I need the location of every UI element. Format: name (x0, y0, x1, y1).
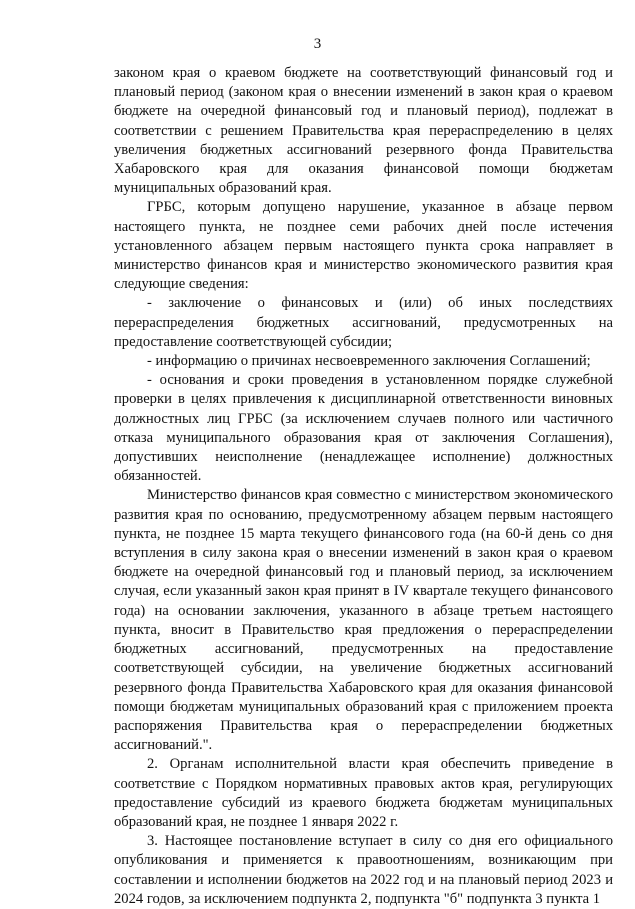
document-body (114, 64, 613, 909)
list-item-inspection-grounds: - основания и сроки проведения в установленном порядке служебной проверки в целях привлечения к дисциплинарной ответственности виновных должностных лиц ГРБС (за исключением случаев полного или частичного отказа муниципального образования края от заключения Соглашения), допустивших неисполнение (ненадлежащее исполнение) должностных обязанностей. (114, 372, 613, 485)
list-item-financial-consequences: - заключение о финансовых и (или) об иных последствиях перераспределения бюджетных ассигнований, предусмотренных на предоставление соответствующей субсидии; (114, 295, 613, 350)
paragraph-grbs-notification: ГРБС, которым допущено нарушение, указанное в абзаце первом настоящего пункта, не позднее семи рабочих дней после истечения установленного абзацем первым настоящего пункта срока направляет в министерство финансов края и министерство экономического развития края следующие сведения: (114, 199, 613, 293)
paragraph-item-3: 3. Настоящее постановление вступает в силу со дня его официального опубликования и применяется к правоотношениям, возникающим при составлении и исполнении бюджетов на 2022 год и на плановый период 2023 и 2024 годов, за исключением подпункта 2, подпункта "б" подпункта 3 пункта 1 (114, 833, 613, 907)
list-item-delay-reasons: - информацию о причинах несвоевременного заключения Соглашений; (147, 353, 591, 370)
paragraph-ministry-proposals: Министерство финансов края совместно с министерством экономического развития края по основанию, предусмотренному абзацем первым настоящего пункта, не позднее 15 марта текущего финансового года (на 60-й день со дня вступления в силу закона края о внесении изменений в закон края о краевом бюджете на очередной финансовый год и плановый период, за исключением случая, если указанный закон края принят в IV квартале текущего финансового года) на основании заключения, указанного в абзаце третьем настоящего пункта, вносит в Правительство края предложения о перераспределении бюджетных ассигнований, предусмотренных на предоставление соответствующей субсидии, на увеличение бюджетных ассигнований резервного фонда Правительства Хабаровского края для оказания финансовой помощи бюджетам муниципальных образований края с приложением проекта распоряжения Правительства края о перераспределении бюджетных ассигнований.". (114, 487, 613, 754)
page-number: 3 (313, 36, 322, 52)
paragraph-item-2: 2. Органам исполнительной власти края обеспечить приведение в соответствие с Порядком нормативных правовых актов края, регулирующих предоставление субсидий из краевого бюджета бюджетам муниципальных образований края, не позднее 1 января 2022 г. (114, 756, 613, 830)
paragraph-continuation: законом края о краевом бюджете на соответствующий финансовый год и плановый период (законом края о внесении изменений в закон края о краевом бюджете на очередной финансовый год и плановый период), подлежат в соответствии с решением Правительства края перераспределению в целях увеличения бюджетных ассигнований резервного фонда Правительства Хабаровского края для оказания финансовой помощи бюджетам муниципальных образований края. (114, 65, 613, 197)
